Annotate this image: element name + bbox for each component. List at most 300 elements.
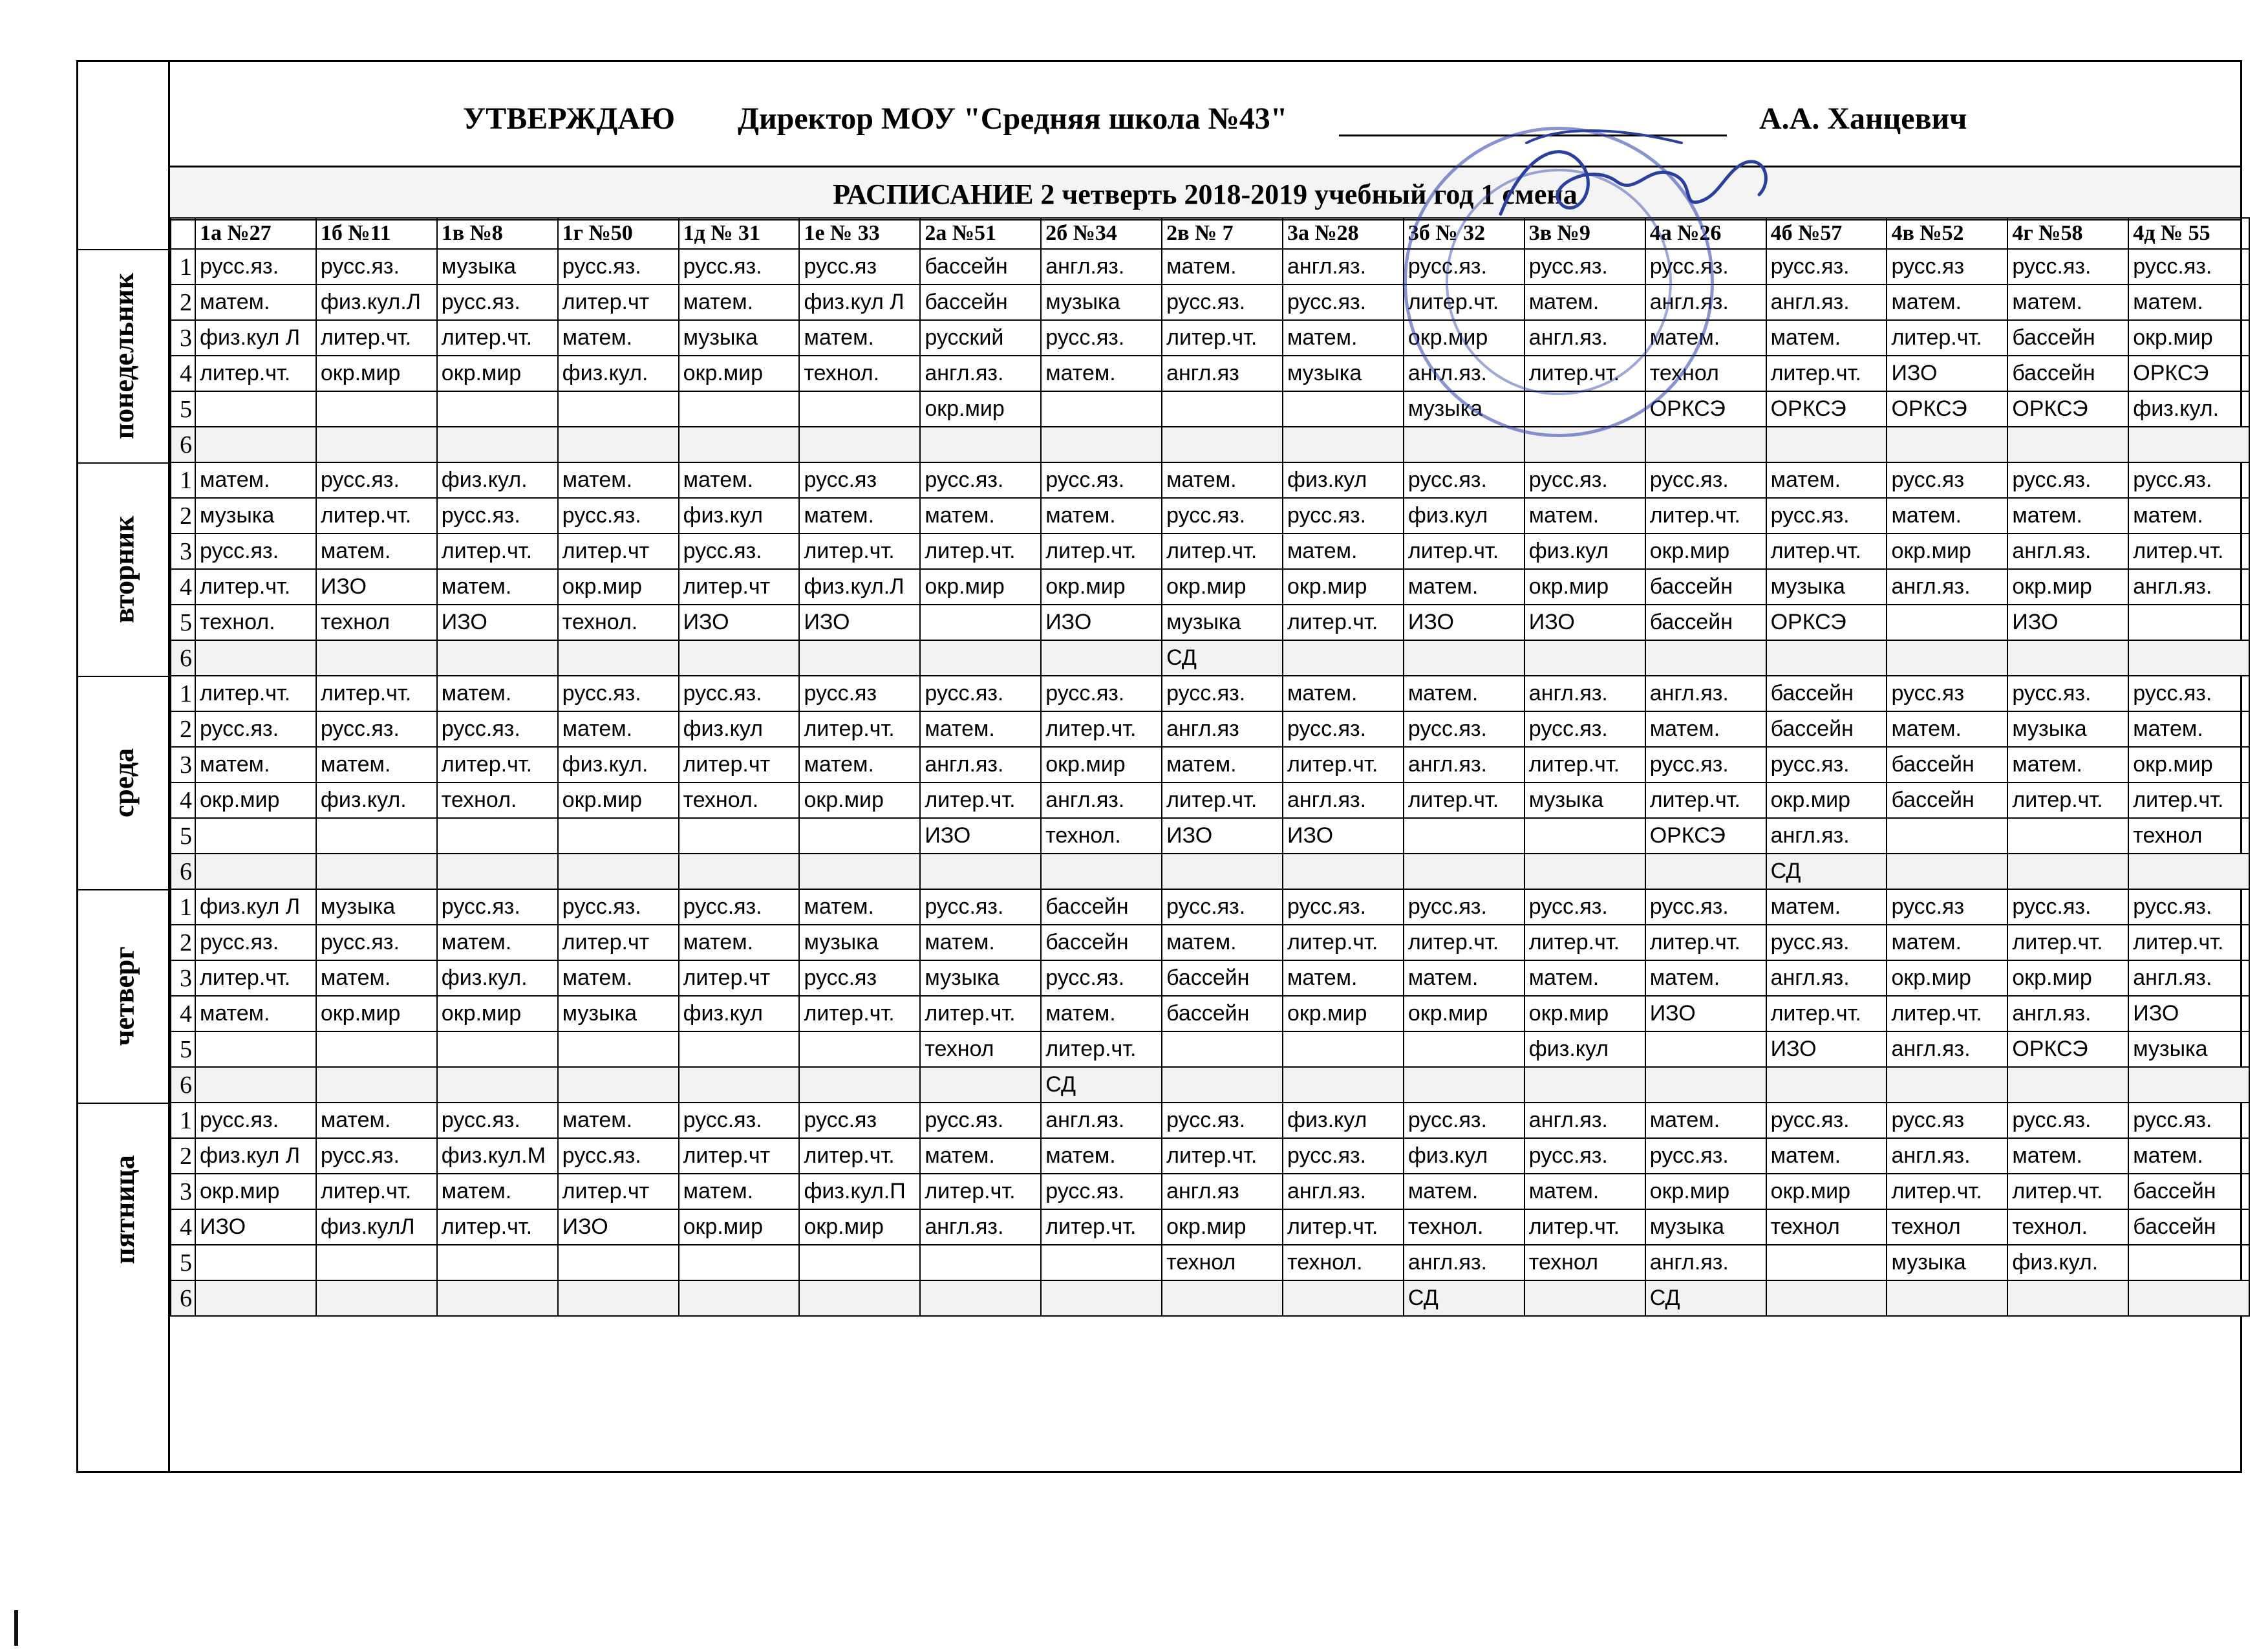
day-label bbox=[78, 1103, 170, 1316]
lesson-number: 2 bbox=[171, 285, 195, 320]
lesson-cell: англ.яз. bbox=[1887, 1031, 2007, 1067]
lesson-cell bbox=[1283, 1280, 1404, 1316]
lesson-number: 1 bbox=[171, 249, 195, 285]
lesson-cell: литер.чт. bbox=[1283, 1209, 1404, 1245]
lesson-number: 1 bbox=[171, 462, 195, 498]
lesson-cell: окр.мир bbox=[799, 1209, 920, 1245]
lesson-cell: литер.чт. bbox=[1041, 1209, 1162, 1245]
lesson-cell: физ.кул. bbox=[558, 747, 679, 782]
lesson-row bbox=[171, 1138, 2249, 1174]
lesson-cell: матем. bbox=[679, 925, 800, 960]
lesson-cell: русс.яз bbox=[799, 960, 920, 996]
lesson-number: 1 bbox=[171, 1103, 195, 1138]
lesson-cell: русс.яз. bbox=[2007, 676, 2128, 711]
lesson-cell: бассейн bbox=[1162, 960, 1283, 996]
lesson-cell bbox=[558, 818, 679, 854]
lesson-cell: ИЗО bbox=[1524, 605, 1645, 640]
lesson-cell: англ.яз bbox=[1162, 1174, 1283, 1209]
lesson-cell: окр.мир bbox=[1645, 534, 1766, 569]
lesson-cell: русс.яз. bbox=[1162, 676, 1283, 711]
lesson-cell: окр.мир bbox=[1041, 747, 1162, 782]
lesson-cell: физ.кул.П bbox=[799, 1174, 920, 1209]
lesson-cell: русс.яз. bbox=[1524, 1138, 1645, 1174]
lesson-cell bbox=[1524, 854, 1645, 889]
lesson-cell: матем. bbox=[1766, 889, 1887, 925]
lesson-cell: литер.чт. bbox=[2128, 782, 2249, 818]
lesson-cell: СД bbox=[1041, 1067, 1162, 1103]
day-label bbox=[78, 889, 170, 1103]
lesson-cell: англ.яз. bbox=[920, 747, 1041, 782]
lesson-cell: окр.мир bbox=[1766, 782, 1887, 818]
lesson-cell: русс.яз. bbox=[1041, 462, 1162, 498]
lesson-number: 5 bbox=[171, 1031, 195, 1067]
lesson-cell bbox=[1162, 391, 1283, 427]
lesson-number: 3 bbox=[171, 534, 195, 569]
lesson-cell: матем. bbox=[316, 747, 437, 782]
lesson-cell: матем. bbox=[1887, 711, 2007, 747]
lesson-cell: бассейн bbox=[1041, 889, 1162, 925]
lesson-cell bbox=[920, 640, 1041, 676]
lesson-cell: ИЗО bbox=[1645, 996, 1766, 1031]
lesson-cell bbox=[1404, 1031, 1524, 1067]
lesson-cell bbox=[558, 640, 679, 676]
lesson-cell: окр.мир bbox=[1404, 996, 1524, 1031]
lesson-cell: русс.яз. bbox=[679, 889, 800, 925]
lesson-cell: русс.яз. bbox=[437, 711, 558, 747]
lesson-cell: матем. bbox=[2007, 498, 2128, 534]
lesson-cell bbox=[679, 1245, 800, 1280]
lesson-cell: ОРКСЭ bbox=[1766, 605, 1887, 640]
lesson-cell: литер.чт. bbox=[437, 747, 558, 782]
lesson-cell: русс.яз. bbox=[1766, 925, 1887, 960]
class-header: 4д № 55 bbox=[2128, 218, 2249, 249]
lesson-cell bbox=[1404, 854, 1524, 889]
class-header: 2в № 7 bbox=[1162, 218, 1283, 249]
lesson-cell: бассейн bbox=[1645, 569, 1766, 605]
lesson-cell bbox=[1766, 1067, 1887, 1103]
lesson-cell: англ.яз. bbox=[920, 356, 1041, 391]
lesson-cell: литер.чт. bbox=[1887, 320, 2007, 356]
lesson-cell: литер.чт. bbox=[1162, 320, 1283, 356]
lesson-cell bbox=[2007, 1067, 2128, 1103]
lesson-cell: русс.яз. bbox=[920, 1103, 1041, 1138]
lesson-cell bbox=[1887, 854, 2007, 889]
lesson-cell bbox=[1645, 427, 1766, 462]
lesson-cell: матем. bbox=[1162, 462, 1283, 498]
lesson-cell bbox=[2128, 427, 2249, 462]
lesson-row bbox=[171, 569, 2249, 605]
lesson-cell: русс.яз. bbox=[679, 249, 800, 285]
lesson-row bbox=[171, 498, 2249, 534]
lesson-cell: технол. bbox=[799, 356, 920, 391]
lesson-row bbox=[171, 640, 2249, 676]
lesson-cell: русс.яз. bbox=[1524, 462, 1645, 498]
lesson-cell: физ.кул. bbox=[2128, 391, 2249, 427]
day-name: среда bbox=[108, 748, 140, 817]
lesson-cell bbox=[920, 1280, 1041, 1316]
lesson-cell bbox=[1766, 1280, 1887, 1316]
lesson-cell: окр.мир bbox=[316, 356, 437, 391]
lesson-cell bbox=[1524, 640, 1645, 676]
lesson-cell bbox=[195, 640, 316, 676]
lesson-cell: матем. bbox=[558, 711, 679, 747]
lesson-cell: литер.чт. bbox=[316, 676, 437, 711]
lesson-cell: музыка bbox=[195, 498, 316, 534]
lesson-row bbox=[171, 818, 2249, 854]
lesson-cell: окр.мир bbox=[1887, 960, 2007, 996]
lesson-cell: матем. bbox=[799, 320, 920, 356]
lesson-cell: русс.яз. bbox=[558, 498, 679, 534]
lesson-cell bbox=[1041, 1245, 1162, 1280]
lesson-cell: музыка bbox=[679, 320, 800, 356]
lesson-cell: русс.яз. bbox=[2128, 676, 2249, 711]
lesson-cell: матем. bbox=[1887, 925, 2007, 960]
lesson-cell: матем. bbox=[2128, 498, 2249, 534]
lesson-cell: русс.яз. bbox=[2007, 1103, 2128, 1138]
lesson-cell: литер.чт. bbox=[437, 534, 558, 569]
lesson-cell bbox=[679, 640, 800, 676]
lesson-cell bbox=[437, 427, 558, 462]
lesson-cell bbox=[1283, 640, 1404, 676]
lesson-row bbox=[171, 889, 2249, 925]
lesson-cell bbox=[1041, 391, 1162, 427]
lesson-cell: окр.мир bbox=[679, 356, 800, 391]
lesson-cell bbox=[679, 427, 800, 462]
day-label bbox=[78, 676, 170, 889]
lesson-cell: музыка bbox=[1283, 356, 1404, 391]
lesson-cell bbox=[316, 1031, 437, 1067]
schedule-title: РАСПИСАНИЕ 2 четверть 2018-2019 учебный год 1 смена bbox=[833, 178, 1578, 210]
class-header: 2б №34 bbox=[1041, 218, 1162, 249]
lesson-cell: физ.кул.Л bbox=[799, 569, 920, 605]
lesson-cell: матем. bbox=[1645, 320, 1766, 356]
lesson-cell bbox=[1404, 818, 1524, 854]
lesson-cell: музыка bbox=[1404, 391, 1524, 427]
lesson-cell: англ.яз. bbox=[1645, 676, 1766, 711]
class-header: 3а №28 bbox=[1283, 218, 1404, 249]
lesson-cell bbox=[2007, 427, 2128, 462]
lesson-cell: матем. bbox=[437, 1174, 558, 1209]
lesson-cell: ОРКСЭ bbox=[1887, 391, 2007, 427]
lesson-cell: русс.яз. bbox=[1766, 249, 1887, 285]
lesson-cell: технол. bbox=[2007, 1209, 2128, 1245]
lesson-cell: русс.яз. bbox=[316, 249, 437, 285]
lesson-cell bbox=[2007, 854, 2128, 889]
lesson-cell: англ.яз. bbox=[1887, 1138, 2007, 1174]
lesson-cell: русс.яз. bbox=[1524, 711, 1645, 747]
lesson-cell: русс.яз. bbox=[195, 534, 316, 569]
lesson-cell: ИЗО bbox=[2128, 996, 2249, 1031]
lesson-cell: музыка bbox=[558, 996, 679, 1031]
lesson-cell bbox=[2007, 640, 2128, 676]
lesson-cell: русс.яз. bbox=[558, 889, 679, 925]
lesson-cell: русс.яз. bbox=[1283, 711, 1404, 747]
lesson-cell: русс.яз. bbox=[1404, 249, 1524, 285]
lesson-cell bbox=[1162, 854, 1283, 889]
lesson-cell: ИЗО bbox=[437, 605, 558, 640]
lesson-cell: бассейн bbox=[2128, 1174, 2249, 1209]
lesson-cell bbox=[679, 818, 800, 854]
lesson-cell bbox=[1404, 640, 1524, 676]
lesson-cell: матем. bbox=[1162, 925, 1283, 960]
lesson-cell: матем. bbox=[799, 889, 920, 925]
lesson-cell bbox=[195, 818, 316, 854]
lesson-row bbox=[171, 356, 2249, 391]
lesson-number: 6 bbox=[171, 854, 195, 889]
lesson-cell: физ.кул.М bbox=[437, 1138, 558, 1174]
lesson-cell: литер.чт. bbox=[316, 320, 437, 356]
lesson-cell bbox=[437, 818, 558, 854]
lesson-cell: русс.яз. bbox=[2007, 889, 2128, 925]
lesson-cell: технол. bbox=[1404, 1209, 1524, 1245]
lesson-cell: окр.мир bbox=[920, 569, 1041, 605]
lesson-cell: физ.кул.Л bbox=[316, 285, 437, 320]
lesson-cell: русский bbox=[920, 320, 1041, 356]
lesson-cell: литер.чт. bbox=[1162, 1138, 1283, 1174]
lesson-number: 5 bbox=[171, 605, 195, 640]
lesson-cell: русс.яз. bbox=[558, 249, 679, 285]
lesson-cell: ИЗО bbox=[1041, 605, 1162, 640]
lesson-cell bbox=[1283, 1031, 1404, 1067]
lesson-cell: литер.чт bbox=[679, 569, 800, 605]
lesson-row bbox=[171, 320, 2249, 356]
lesson-cell: матем. bbox=[799, 747, 920, 782]
lesson-cell: русс.яз bbox=[799, 676, 920, 711]
lesson-cell: физ.кул bbox=[1283, 462, 1404, 498]
lesson-cell bbox=[920, 605, 1041, 640]
lesson-row bbox=[171, 782, 2249, 818]
lesson-cell bbox=[679, 1067, 800, 1103]
lesson-cell: матем. bbox=[195, 747, 316, 782]
lesson-cell: ОРКСЭ bbox=[1766, 391, 1887, 427]
lesson-cell: русс.яз. bbox=[437, 285, 558, 320]
lesson-cell: литер.чт bbox=[558, 534, 679, 569]
lesson-row bbox=[171, 1174, 2249, 1209]
schedule-table bbox=[170, 217, 2250, 1317]
lesson-cell: матем. bbox=[558, 320, 679, 356]
lesson-cell bbox=[1162, 1280, 1283, 1316]
lesson-cell: матем. bbox=[1041, 356, 1162, 391]
lesson-cell: литер.чт bbox=[558, 925, 679, 960]
lesson-cell: музыка bbox=[1041, 285, 1162, 320]
lesson-cell: СД bbox=[1766, 854, 1887, 889]
lesson-cell bbox=[316, 1280, 437, 1316]
lesson-cell: музыка bbox=[1766, 569, 1887, 605]
lesson-cell: русс.яз. bbox=[1404, 462, 1524, 498]
lesson-cell: окр.мир bbox=[679, 1209, 800, 1245]
lesson-cell: англ.яз. bbox=[1645, 285, 1766, 320]
lesson-cell bbox=[2128, 1280, 2249, 1316]
class-header: 4в №52 bbox=[1887, 218, 2007, 249]
lesson-cell bbox=[195, 854, 316, 889]
lesson-cell: русс.яз. bbox=[1162, 498, 1283, 534]
lesson-cell bbox=[920, 427, 1041, 462]
lesson-cell: литер.чт. bbox=[1162, 782, 1283, 818]
lesson-cell: литер.чт. bbox=[1283, 925, 1404, 960]
lesson-cell: физ.кул Л bbox=[195, 320, 316, 356]
lesson-cell: матем. bbox=[1283, 676, 1404, 711]
lesson-cell bbox=[799, 1067, 920, 1103]
lesson-cell: литер.чт. bbox=[920, 996, 1041, 1031]
lesson-cell: англ.яз. bbox=[1645, 1245, 1766, 1280]
lesson-cell: технол. bbox=[437, 782, 558, 818]
lesson-row bbox=[171, 391, 2249, 427]
lesson-cell: литер.чт. bbox=[1645, 925, 1766, 960]
lesson-cell bbox=[1887, 818, 2007, 854]
lesson-cell: русс.яз. bbox=[2128, 249, 2249, 285]
lesson-cell: матем. bbox=[1524, 285, 1645, 320]
lesson-row bbox=[171, 1245, 2249, 1280]
lesson-cell: литер.чт. bbox=[195, 676, 316, 711]
lesson-cell bbox=[558, 1245, 679, 1280]
lesson-number: 4 bbox=[171, 996, 195, 1031]
day-name: понедельник bbox=[108, 272, 140, 439]
lesson-cell: СД bbox=[1404, 1280, 1524, 1316]
lesson-cell bbox=[558, 1280, 679, 1316]
lesson-cell: русс.яз. bbox=[1162, 889, 1283, 925]
lesson-cell: русс.яз. bbox=[1162, 1103, 1283, 1138]
lesson-cell: русс.яз. bbox=[1524, 889, 1645, 925]
lesson-cell: англ.яз. bbox=[1041, 249, 1162, 285]
lesson-cell: ИЗО bbox=[920, 818, 1041, 854]
lesson-cell: русс.яз. bbox=[1162, 285, 1283, 320]
lesson-cell: матем. bbox=[1887, 285, 2007, 320]
lesson-cell bbox=[195, 427, 316, 462]
lesson-row bbox=[171, 676, 2249, 711]
lesson-cell: физ.кул. bbox=[437, 960, 558, 996]
lesson-cell: русс.яз. bbox=[316, 462, 437, 498]
lesson-cell bbox=[1283, 854, 1404, 889]
class-header: 4б №57 bbox=[1766, 218, 1887, 249]
lesson-cell: литер.чт bbox=[679, 960, 800, 996]
lesson-cell: русс.яз. bbox=[1283, 498, 1404, 534]
lesson-cell: англ.яз. bbox=[1404, 1245, 1524, 1280]
lesson-cell: технол bbox=[1766, 1209, 1887, 1245]
lesson-cell: окр.мир bbox=[558, 782, 679, 818]
lesson-cell: окр.мир bbox=[1887, 534, 2007, 569]
lesson-cell: матем. bbox=[1524, 1174, 1645, 1209]
lesson-number: 6 bbox=[171, 427, 195, 462]
lesson-cell: англ.яз. bbox=[2128, 569, 2249, 605]
lesson-cell: матем. bbox=[1404, 1174, 1524, 1209]
lesson-cell: бассейн bbox=[1041, 925, 1162, 960]
lesson-cell: ИЗО bbox=[1887, 356, 2007, 391]
lesson-cell bbox=[1887, 605, 2007, 640]
lesson-cell: бассейн bbox=[1645, 605, 1766, 640]
lesson-row bbox=[171, 285, 2249, 320]
lesson-cell bbox=[2128, 854, 2249, 889]
lesson-cell bbox=[2007, 818, 2128, 854]
lesson-cell: литер.чт. bbox=[2128, 534, 2249, 569]
lesson-cell bbox=[1404, 427, 1524, 462]
lesson-cell: матем. bbox=[2007, 285, 2128, 320]
lesson-cell: физ.кул. bbox=[437, 462, 558, 498]
lesson-cell bbox=[437, 1067, 558, 1103]
lesson-cell bbox=[558, 1067, 679, 1103]
lesson-cell: русс.яз. bbox=[920, 889, 1041, 925]
lesson-cell bbox=[920, 854, 1041, 889]
lesson-cell: физ.кулЛ bbox=[316, 1209, 437, 1245]
lesson-number: 2 bbox=[171, 711, 195, 747]
lesson-number: 3 bbox=[171, 320, 195, 356]
lesson-cell: литер.чт. bbox=[1645, 498, 1766, 534]
lesson-cell: русс.яз. bbox=[195, 711, 316, 747]
lesson-cell bbox=[799, 818, 920, 854]
edge-mark bbox=[14, 1610, 18, 1646]
lesson-cell: бассейн bbox=[920, 285, 1041, 320]
lesson-cell: русс.яз bbox=[1887, 1103, 2007, 1138]
lesson-number: 1 bbox=[171, 889, 195, 925]
lesson-cell: ИЗО bbox=[316, 569, 437, 605]
lesson-cell: русс.яз. bbox=[195, 1103, 316, 1138]
class-header: 1д № 31 bbox=[679, 218, 800, 249]
lesson-cell: литер.чт. bbox=[1887, 1174, 2007, 1209]
lesson-cell bbox=[1766, 427, 1887, 462]
lesson-row bbox=[171, 534, 2249, 569]
lesson-cell: русс.яз. bbox=[1645, 249, 1766, 285]
lesson-cell: литер.чт bbox=[558, 285, 679, 320]
lesson-cell: матем. bbox=[316, 534, 437, 569]
lesson-cell: окр.мир bbox=[437, 996, 558, 1031]
lesson-cell: СД bbox=[1645, 1280, 1766, 1316]
class-header: 1в №8 bbox=[437, 218, 558, 249]
lesson-cell: физ.кул bbox=[679, 498, 800, 534]
lesson-cell bbox=[1041, 854, 1162, 889]
lesson-cell bbox=[799, 1031, 920, 1067]
lesson-number: 6 bbox=[171, 1280, 195, 1316]
lesson-cell bbox=[2128, 605, 2249, 640]
lesson-number: 5 bbox=[171, 818, 195, 854]
lesson-cell: англ.яз. bbox=[1404, 356, 1524, 391]
lesson-cell: матем. bbox=[1283, 534, 1404, 569]
lesson-cell: литер.чт. bbox=[316, 1174, 437, 1209]
lesson-number: 3 bbox=[171, 747, 195, 782]
lesson-number: 4 bbox=[171, 569, 195, 605]
lesson-cell bbox=[799, 391, 920, 427]
lesson-cell: окр.мир bbox=[1766, 1174, 1887, 1209]
lesson-cell: матем. bbox=[920, 925, 1041, 960]
lesson-cell: литер.чт. bbox=[1041, 711, 1162, 747]
lesson-cell: окр.мир bbox=[1404, 320, 1524, 356]
lesson-cell bbox=[316, 1245, 437, 1280]
lesson-cell: англ.яз. bbox=[1766, 818, 1887, 854]
lesson-cell: литер.чт. bbox=[1645, 782, 1766, 818]
lesson-cell: физ.кул bbox=[1524, 1031, 1645, 1067]
class-header: 1г №50 bbox=[558, 218, 679, 249]
lesson-cell: ОРКСЭ bbox=[1645, 818, 1766, 854]
lesson-cell bbox=[920, 1245, 1041, 1280]
lesson-number: 4 bbox=[171, 356, 195, 391]
lesson-cell bbox=[437, 391, 558, 427]
signature-line bbox=[1339, 135, 1727, 136]
lesson-cell: литер.чт. bbox=[1041, 1031, 1162, 1067]
lesson-cell: литер.чт. bbox=[1404, 782, 1524, 818]
lesson-cell: англ.яз. bbox=[920, 1209, 1041, 1245]
lesson-cell: литер.чт. bbox=[799, 996, 920, 1031]
lesson-cell bbox=[1524, 391, 1645, 427]
lesson-number: 4 bbox=[171, 1209, 195, 1245]
lesson-cell bbox=[2128, 640, 2249, 676]
lesson-cell: русс.яз. bbox=[437, 498, 558, 534]
lesson-cell: физ.кул Л bbox=[799, 285, 920, 320]
lesson-row bbox=[171, 1067, 2249, 1103]
lesson-row bbox=[171, 747, 2249, 782]
lesson-cell bbox=[558, 391, 679, 427]
lesson-cell: литер.чт bbox=[679, 1138, 800, 1174]
lesson-cell: ОРКСЭ bbox=[2128, 356, 2249, 391]
lesson-cell bbox=[1162, 1031, 1283, 1067]
lesson-cell: литер.чт. bbox=[920, 782, 1041, 818]
